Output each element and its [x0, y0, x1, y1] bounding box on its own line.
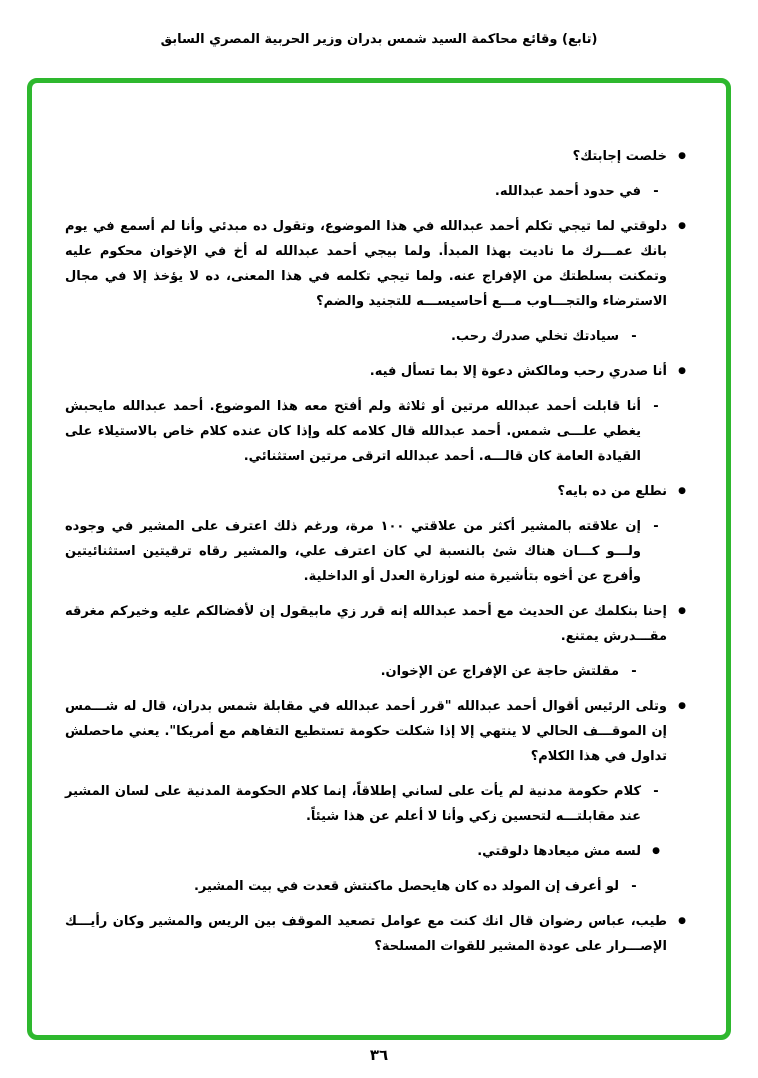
bullet-marker: ● [678, 151, 686, 161]
answer-item [65, 659, 690, 684]
dialogue-text: كلام حكومة مدنية لم يأت على لساني إطلاقاً، إنما كلام الحكومة المدنية على لسان المشير عند مقابلتـــه لتحسين زكي وأنا لا أعلم عن هذا شيئاً. [65, 784, 641, 824]
dialogue-text: في حدود أحمد عبدالله. [494, 184, 641, 199]
dialogue-text: خلصت إجابتك؟ [572, 149, 667, 164]
dash-marker: - [653, 399, 659, 414]
bullet-marker: ● [652, 846, 660, 856]
dash-marker: - [653, 519, 659, 534]
question-item [65, 839, 690, 864]
bullet-marker: ● [678, 221, 686, 231]
dash-marker: - [631, 664, 637, 679]
dialogue-text: أنا قابلت أحمد عبدالله مرتين أو ثلاثة ولم أفتح معه هذا الموضوع. أحمد عبدالله مايحبش يغطي علـــى شمس. أحمد عبدالله قال كلامه كله وإذا كان عنده كلام خاص بالاستيلاء على القيادة العامة كان قالـــه. أحمد عبدالله اترقى مرتين استثنائي. [65, 399, 641, 464]
dialogue-text: طيب، عباس رضوان قال انك كنت مع عوامل تصعيد الموقف بين الريس والمشير وكان رأيـــك الإصـــرار على عودة المشير للقوات المسلحة؟ [65, 914, 667, 954]
dialogue-text: أنا صدري رحب ومالكش دعوة إلا بما تسأل فيه. [369, 364, 667, 379]
page-title: (تابع) وقائع محاكمة السيد شمس بدران وزير الحربية المصري السابق [160, 32, 598, 47]
dash-marker: - [631, 879, 637, 894]
dialogue-text: دلوقتي لما تيجي تكلم أحمد عبدالله في هذا الموضوع، وتقول ده مبدئي وأنا لم أسمع في يوم بانك عمـــرك ما ناديت بهذا المبدأ. ولما بيجي أحمد عبدالله له أخ في الإخوان محكوم عليه وتمكنت بسلطتك من الإفراج عنه. ولما تيجي تكلمه في هذا المعنى، ده لا يؤخذ إلا في مجال الاسترضاء والتجـــاوب مـــع أحاسيســـه للتجنيد والضم؟ [65, 219, 667, 309]
question-item [65, 144, 690, 169]
answer-item [65, 179, 690, 204]
answer-item [65, 324, 690, 349]
dialogue-text: نطلع من ده بايه؟ [557, 484, 667, 499]
answer-item [65, 874, 690, 899]
dialogue-text: إحنا بنكلمك عن الحديث مع أحمد عبدالله إنه قرر زي مابيقول إن لأفضالكم عليه وخيركم مغرقه مقـــدرش يمتنع. [65, 604, 667, 644]
dash-marker: - [631, 329, 637, 344]
dialogue-text: سيادتك تخلي صدرك رحب. [451, 329, 619, 344]
answer-item [65, 779, 690, 829]
page-number: ٣٦ [369, 1046, 389, 1064]
question-item [65, 359, 690, 384]
bullet-marker: ● [678, 486, 686, 496]
dash-marker: - [653, 184, 659, 199]
question-item [65, 214, 690, 314]
bullet-marker: ● [678, 701, 686, 711]
bullet-marker: ● [678, 606, 686, 616]
dash-marker: - [653, 784, 659, 799]
question-item [65, 694, 690, 769]
page-frame [27, 78, 731, 1040]
question-item [65, 909, 690, 959]
dialogue-text: وتلى الرئيس أقوال أحمد عبدالله "قرر أحمد عبدالله في مقابلة شمس بدران، قال له شـــمس إن الموقـــف الحالي لا ينتهي إلا إذا شكلت حكومة تستطيع التفاهم مع أمريكا". يعني ماحصلش تداول في هذا الكلام؟ [65, 699, 667, 764]
question-item [65, 599, 690, 649]
answer-item [65, 394, 690, 469]
dialogue-content [65, 144, 690, 959]
dialogue-text: لو أعرف إن المولد ده كان هايحصل ماكنتش قعدت في بيت المشير. [193, 879, 619, 894]
answer-item [65, 514, 690, 589]
question-item [65, 479, 690, 504]
dialogue-text: إن علاقته بالمشير أكثر من علاقتي ١٠٠ مرة، ورغم ذلك اعترف على المشير في وجوده ولـــو كـــان هناك شئ بالنسبة لي كان اعترف علي، والمشير رقاه ترقيتين استثنائيتين وأفرج عن أخوه بتأشيرة منه لوزارة العدل أو الداخلية. [65, 519, 641, 584]
bullet-marker: ● [678, 366, 686, 376]
dialogue-text: مقلتش حاجة عن الإفراج عن الإخوان. [380, 664, 619, 679]
bullet-marker: ● [678, 916, 686, 926]
dialogue-text: لسه مش ميعادها دلوقتي. [477, 844, 641, 859]
